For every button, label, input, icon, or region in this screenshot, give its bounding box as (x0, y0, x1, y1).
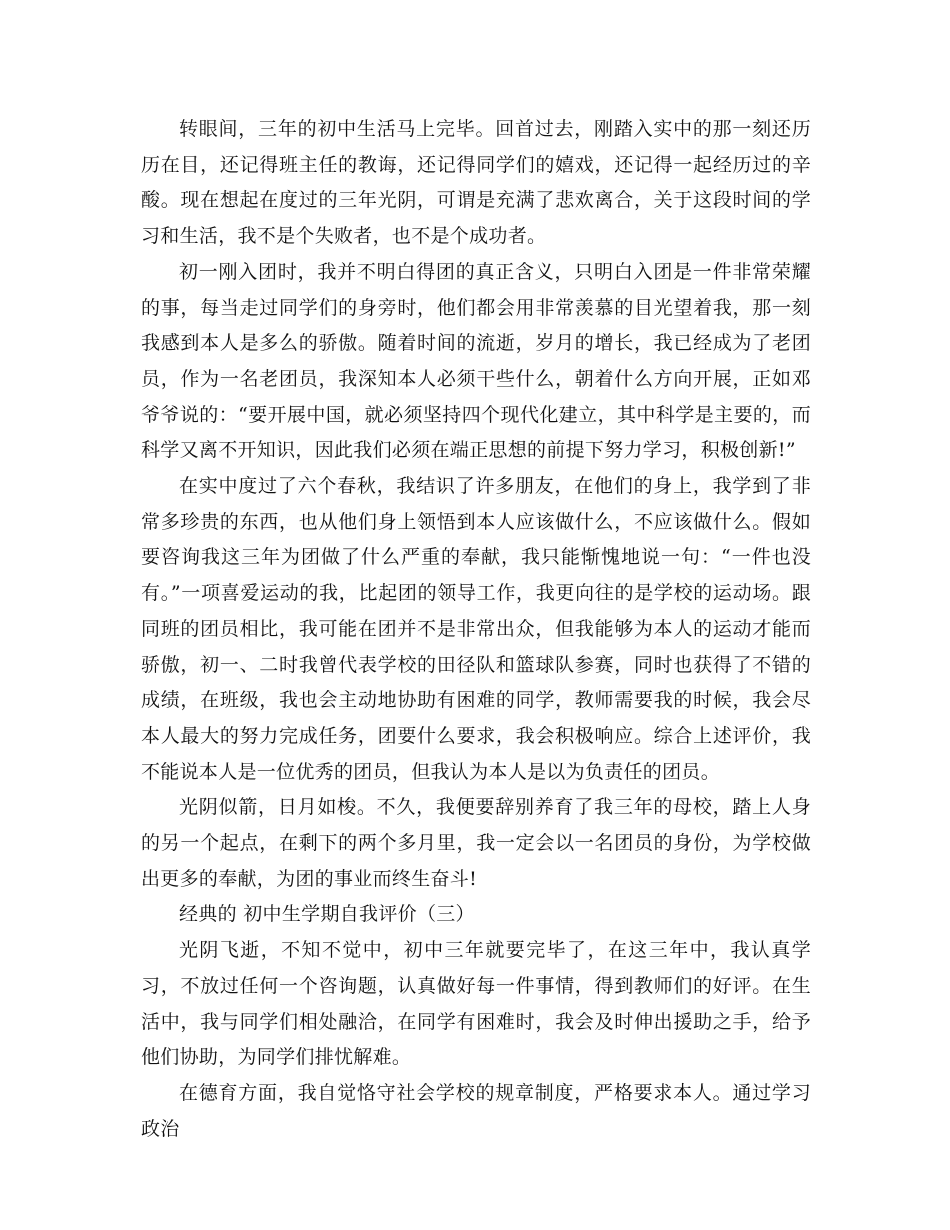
paragraph: 初一刚入团时，我并不明白得团的真正含义，只明白入团是一件非常荣耀的事，每当走过同学们的身旁时，他们都会用非常羡慕的目光望着我，那一刻我感到本人是多么的骄傲。随着时间的流逝，岁月的增长，我已经成为了老团员，作为一名老团员，我深知本人必须干些什么，朝着什么方向开展，正如邓爷爷说的：“要开展中国，就必须坚持四个现代化建立，其中科学是主要的，而科学又离不开知识，因此我们必须在端正思想的前提下努力学习，积极创新!” (141, 260, 811, 462)
paragraph: 光阴似箭，日月如梭。不久，我便要辞别养育了我三年的母校，踏上人身的另一个起点，在剩下的两个多月里，我一定会以一名团员的身份，为学校做出更多的奉献，为团的事业而终生奋斗! (141, 796, 811, 890)
document-body (141, 112, 811, 1147)
paragraph: 在实中度过了六个春秋，我结识了许多朋友，在他们的身上，我学到了非常多珍贵的东西，也从他们身上领悟到本人应该做什么，不应该做什么。假如要咨询我这三年为团做了什么严重的奉献，我只能惭愧地说一句：“一件也没有。”一项喜爱运动的我，比起团的领导工作，我更向往的是学校的运动场。跟同班的团员相比，我可能在团并不是非常出众，但我能够为本人的运动才能而骄傲，初一、二时我曾代表学校的田径队和篮球队参赛，同时也获得了不错的成绩，在班级，我也会主动地协助有困难的同学，教师需要我的时候，我会尽本人最大的努力完成任务，团要什么要求，我会积极响应。综合上述评价，我不能说本人是一位优秀的团员，但我认为本人是以为负责任的团员。 (141, 475, 811, 783)
paragraph: 在德育方面，我自觉恪守社会学校的规章制度，严格要求本人。通过学习政治 (141, 1081, 811, 1140)
paragraph: 光阴飞逝，不知不觉中，初中三年就要完毕了，在这三年中，我认真学习，不放过任何一个咨询题，认真做好每一件事情，得到教师们的好评。在生活中，我与同学们相处融洽，在同学有困难时，我会及时伸出援助之手，给予他们协助，为同学们排忧解难。 (141, 939, 811, 1069)
section-heading: 经典的 初中生学期自我评价（三） (179, 903, 475, 926)
paragraph: 转眼间，三年的初中生活马上完毕。回首过去，刚踏入实中的那一刻还历历在目，还记得班主任的教诲，还记得同学们的嬉戏，还记得一起经历过的辛酸。现在想起在度过的三年光阴，可谓是充满了悲欢离合，关于这段时间的学习和生活，我不是个失败者，也不是个成功者。 (141, 118, 811, 248)
